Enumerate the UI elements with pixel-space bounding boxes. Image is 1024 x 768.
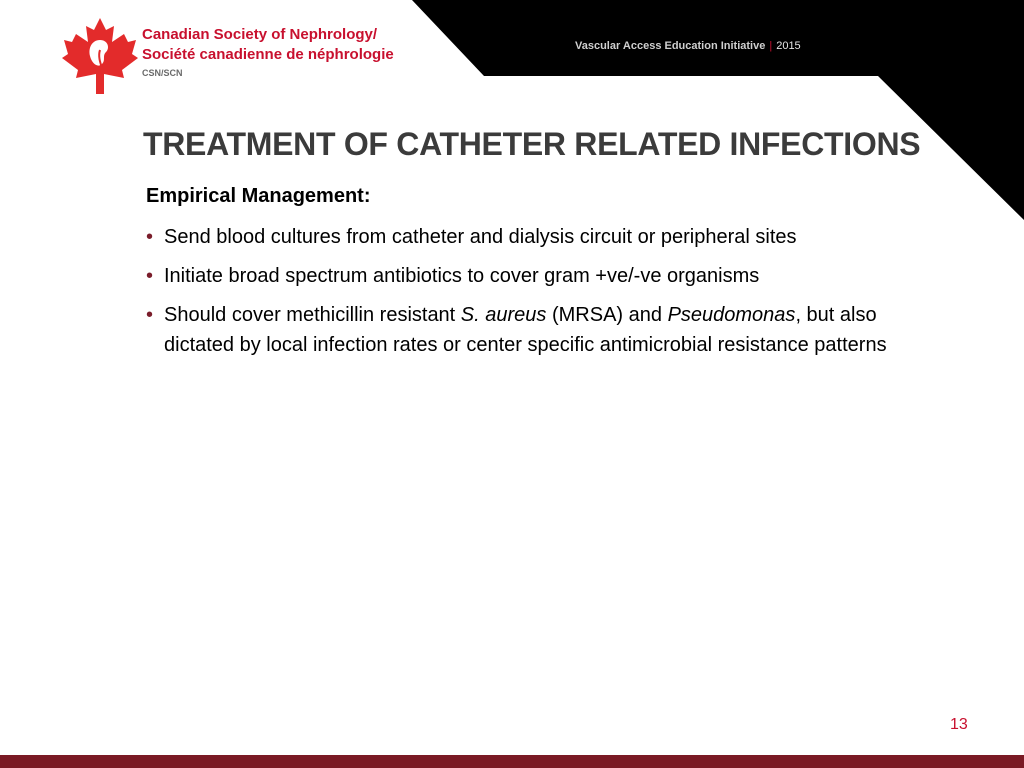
org-name-english: Canadian Society of Nephrology/: [142, 26, 378, 43]
slide-subheading: Empirical Management:: [146, 185, 371, 207]
bullet-icon: •: [146, 304, 154, 326]
page-number: 13: [950, 716, 968, 733]
header-initiative: [575, 40, 801, 52]
bullet-item: [146, 300, 946, 360]
bullet-text: Send blood cultures from catheter and dialysis circuit or peripheral sites: [164, 226, 797, 248]
bullet-text-part: (MRSA) and: [546, 304, 668, 326]
footer-bar: [0, 755, 1024, 768]
bullet-text: Initiate broad spectrum antibiotics to cover gram +ve/-ve organisms: [164, 265, 760, 287]
bullet-text-part: Should cover methicillin resistant: [164, 304, 461, 326]
csn-logo: [62, 16, 402, 96]
maple-leaf-icon: [62, 16, 138, 96]
organism-pseudomonas: Pseudomonas: [667, 304, 796, 326]
bullet-text-part: , but also dictated by local infection rates or center specific antimicrobial resistance patterns: [164, 304, 887, 356]
bullet-icon: •: [146, 226, 154, 248]
bullet-item: [146, 261, 946, 291]
bullet-icon: •: [146, 265, 154, 287]
bullet-list: [146, 222, 946, 369]
slide-title: TREATMENT OF CATHETER RELATED INFECTIONS: [143, 126, 921, 162]
bullet-item: [146, 222, 946, 252]
header-year: 2015: [776, 40, 801, 52]
initiative-label: Vascular Access Education Initiative: [575, 40, 766, 52]
header-separator: |: [769, 40, 773, 52]
org-abbreviation: CSN/SCN: [142, 68, 183, 78]
organism-s-aureus: S. aureus: [460, 304, 547, 326]
org-name-french: Société canadienne de néphrologie: [142, 46, 394, 63]
